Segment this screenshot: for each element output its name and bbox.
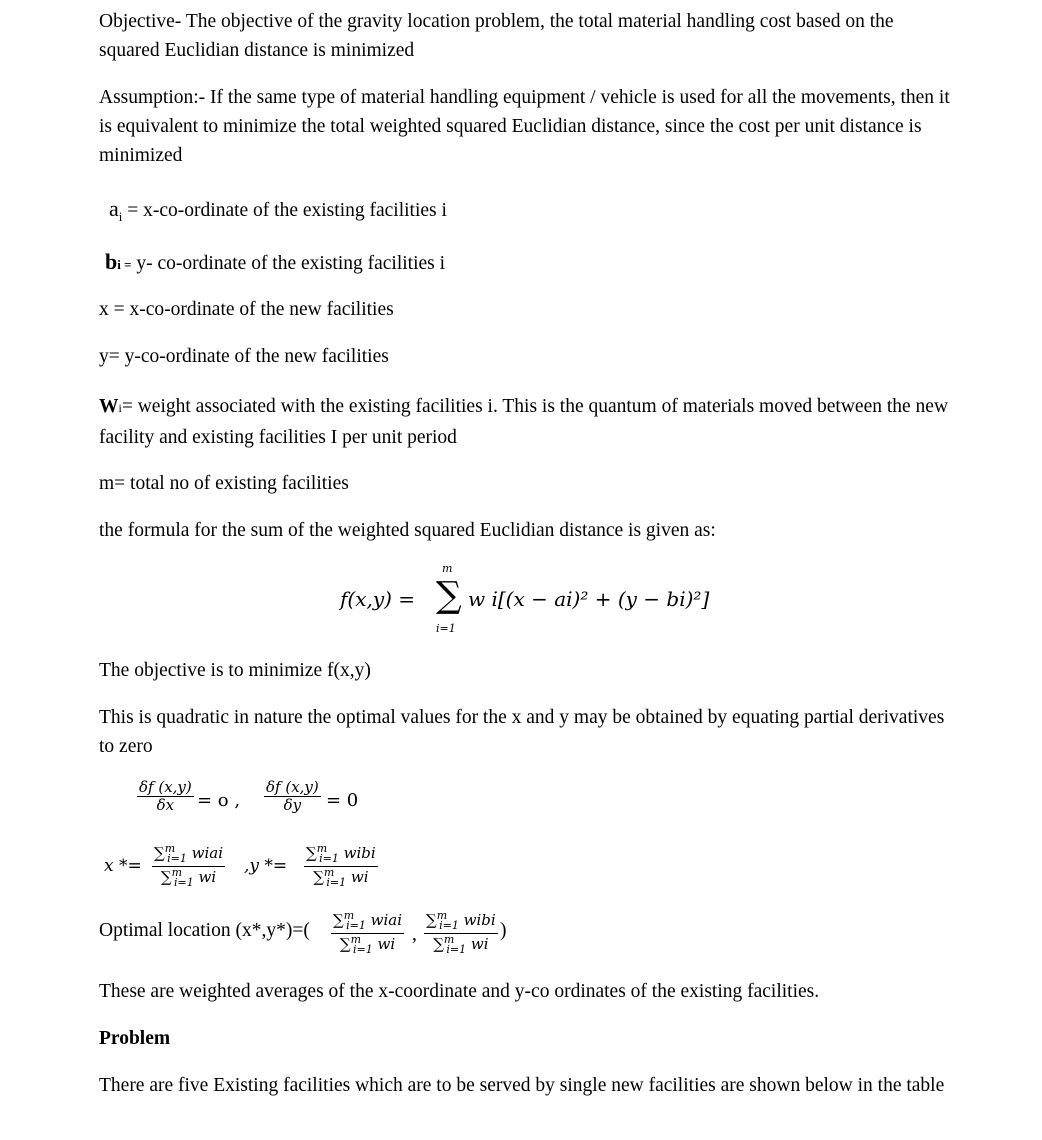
sum-lim: i=1	[174, 875, 194, 889]
optimal-y-fraction	[424, 910, 498, 956]
sigma-icon: ∑	[333, 911, 344, 929]
optimal-x-numerator	[331, 910, 404, 934]
definition-a	[109, 194, 969, 231]
y-star-lhs: ,y *=	[244, 856, 288, 876]
x-star-denominator	[159, 867, 218, 890]
partial-x-denominator: δx	[156, 796, 175, 815]
sum-lim: i=1	[353, 942, 373, 956]
definition-b	[105, 247, 965, 279]
x-star-den-term: wi	[198, 867, 217, 886]
formula-rhs: w i[(x − ai)² + (y − bi)²]	[468, 587, 710, 611]
sum-lim: i=1	[346, 919, 366, 932]
partial-derivatives	[137, 779, 397, 825]
quadratic-paragraph: This is quadratic in nature the optimal values for the x and y may be obtained by equating partial derivatives to zero	[99, 707, 945, 757]
y-star-numerator	[304, 843, 378, 867]
definition-m: m= total no of existing facilities	[99, 473, 349, 494]
a-subscript: i	[118, 208, 123, 224]
a-definition-text: = x-co-ordinate of the existing facilities i	[122, 200, 447, 221]
formula-lhs: f(x,y) =	[340, 587, 416, 611]
sum-lower-limit: i=1	[436, 622, 456, 635]
x-star-lhs: x *=	[104, 856, 142, 876]
sum-top: m	[171, 865, 183, 879]
sigma-icon: ∑	[436, 575, 462, 616]
partial-y-numerator: δf (x,y)	[266, 778, 319, 796]
sum-lim: i=1	[326, 875, 347, 889]
partial-y-equals: = 0	[326, 790, 359, 811]
sigma-icon: ∑	[160, 867, 172, 886]
x-star-numerator	[152, 843, 225, 867]
sum-lim: i=1	[439, 919, 459, 932]
definition-w	[99, 392, 959, 452]
weighted-averages-paragraph: These are weighted averages of the x-coordinate and y-co ordinates of the existing facilities.	[99, 981, 820, 1002]
optimal-y-num-term: wibi	[463, 911, 496, 929]
sum-lim: i=1	[167, 852, 187, 865]
w-symbol: W	[99, 396, 119, 417]
optimal-separator: ,	[412, 924, 417, 945]
sigma-icon: ∑	[339, 934, 351, 953]
sum-upper-limit: m	[442, 562, 453, 575]
partial-y-fraction	[264, 779, 321, 815]
optimal-close-paren: )	[500, 920, 507, 941]
optimal-x-fraction	[331, 910, 404, 956]
sum-top: m	[350, 932, 362, 946]
optimal-location-label: Optimal location (x*,y*)=(	[99, 920, 310, 941]
partial-y-denominator: δy	[283, 796, 302, 815]
sum-top: m	[443, 932, 455, 946]
partial-x-equals: = o ,	[197, 790, 241, 811]
b-subscript: i =	[117, 257, 132, 272]
formula-intro: the formula for the sum of the weighted squared Euclidian distance is given as:	[99, 520, 716, 541]
y-star-fraction	[304, 843, 378, 889]
sum-top: m	[164, 842, 176, 855]
optimal-y-numerator	[424, 910, 498, 934]
optimal-solutions	[104, 843, 384, 893]
partial-x-fraction	[137, 779, 194, 815]
sigma-icon: ∑	[306, 844, 317, 862]
sigma-icon: ∑	[313, 867, 324, 886]
sigma-icon: ∑	[154, 844, 165, 862]
sum-top: m	[343, 909, 355, 922]
assumption-paragraph: Assumption:- If the same type of material handling equipment / vehicle is used for all the movements, then it is equivalent to minimize the total weighted squared Euclidian distance, since the cost per unit distance is minimized	[99, 87, 950, 166]
x-star-fraction	[152, 843, 225, 889]
optimal-x-den-term: wi	[377, 934, 396, 953]
w-subscript: i	[118, 401, 122, 415]
optimal-y-denominator	[431, 934, 490, 957]
b-definition-text: y- co-ordinate of the existing facilities i	[131, 253, 446, 274]
x-star-num-term: wiai	[191, 844, 224, 862]
sum-top: m	[316, 842, 328, 855]
a-symbol: a	[109, 196, 119, 221]
partial-x-numerator: δf (x,y)	[139, 778, 192, 796]
sum-top: m	[436, 909, 448, 922]
optimal-location-line	[99, 910, 659, 960]
sum-lim: i=1	[319, 852, 339, 865]
b-symbol: b	[105, 249, 118, 274]
definition-x: x = x-co-ordinate of the new facilities	[99, 299, 394, 320]
y-star-num-term: wibi	[343, 844, 376, 862]
optimal-y-den-term: wi	[470, 934, 489, 953]
objective-minimize-line: The objective is to minimize f(x,y)	[99, 660, 371, 681]
y-star-den-term: wi	[350, 867, 369, 886]
objective-paragraph: Objective- The objective of the gravity location problem, the total material handling cost based on the squared Euclidian distance is minimized	[99, 11, 894, 61]
optimal-x-denominator	[338, 934, 397, 957]
sum-top: m	[323, 865, 335, 879]
y-star-denominator	[311, 867, 370, 890]
sigma-icon: ∑	[426, 911, 437, 929]
definition-y: y= y-co-ordinate of the new facilities	[99, 346, 389, 367]
w-definition-text: = weight associated with the existing facilities i. This is the quantum of materials moved between the new facility and existing facilities I per unit period	[99, 396, 949, 448]
problem-heading: Problem	[99, 1028, 171, 1049]
sigma-icon: ∑	[433, 934, 444, 953]
sum-lim: i=1	[446, 942, 467, 956]
objective-function-formula	[340, 562, 760, 642]
optimal-x-num-term: wiai	[370, 911, 403, 929]
problem-paragraph: There are five Existing facilities which are to be served by single new facilities are shown below in the table	[99, 1075, 945, 1096]
